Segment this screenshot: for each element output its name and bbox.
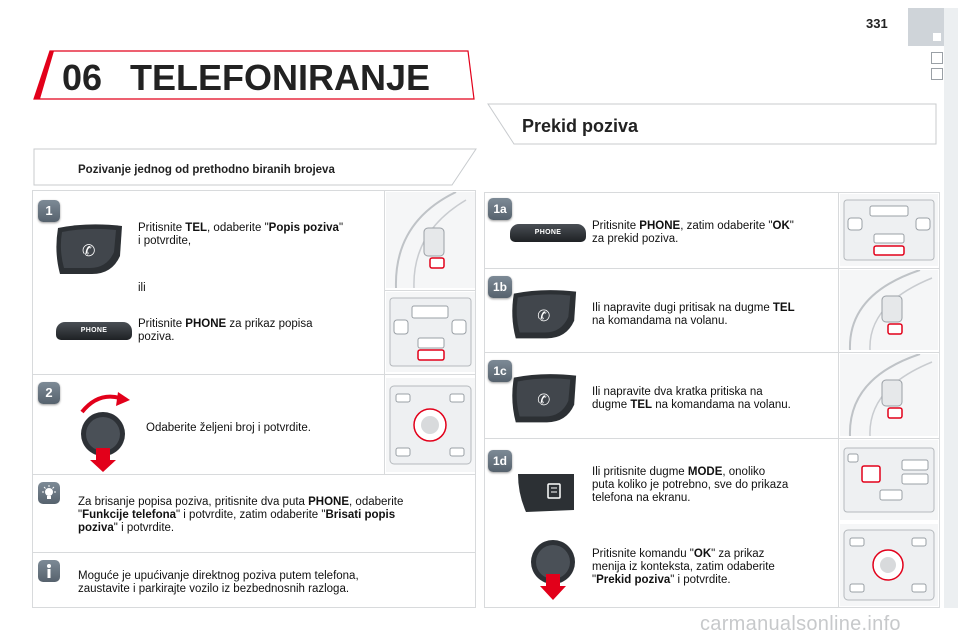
text: Pritisnite komandu "	[592, 548, 694, 560]
keyword-ok: OK	[772, 220, 790, 232]
tel-button-icon	[508, 284, 580, 344]
tip-text	[78, 496, 470, 535]
divider	[32, 474, 476, 475]
text: za prikaz popisa	[226, 318, 313, 330]
text: Pritisnite	[138, 222, 186, 234]
text: "	[592, 574, 597, 586]
step1-alt-instruction	[138, 318, 378, 344]
tab-square-2	[931, 68, 943, 80]
text: na komandama na volanu.	[652, 399, 791, 411]
text: za prekid poziva.	[592, 233, 679, 245]
step-badge-1b: 1b	[488, 276, 512, 298]
phone-key-icon: PHONE	[510, 224, 586, 242]
text: , zatim odaberite "	[680, 220, 773, 232]
keyword-phone: PHONE	[308, 496, 350, 508]
svg-text:✆: ✆	[82, 241, 96, 260]
svg-text:✆: ✆	[537, 306, 551, 325]
step1e-instruction	[592, 548, 836, 587]
text: , onoliko	[722, 466, 766, 478]
text: Pritisnite	[592, 220, 640, 232]
radio-panel-image	[386, 292, 475, 372]
mode-button-icon	[514, 470, 578, 516]
subheader: Pozivanje jednog od prethodno biranih brojeva	[78, 164, 335, 176]
rotary-knob-icon	[518, 528, 588, 606]
step-badge-1d: 1d	[488, 450, 512, 472]
step1b-instruction	[592, 302, 836, 328]
keyword-phone: PHONE	[639, 220, 681, 232]
tel-button-icon	[508, 368, 580, 428]
text: " za prikaz	[711, 548, 765, 560]
control-knob-image	[840, 524, 938, 606]
text: "	[338, 222, 344, 234]
divider	[484, 438, 940, 439]
keyword-mode: MODE	[687, 466, 723, 478]
text: Ili pritisnite dugme	[592, 466, 688, 478]
text: zaustavite i parkirajte vozilo iz bezbednosnih razloga.	[78, 583, 350, 595]
watermark: carmanualsonline.info	[700, 613, 901, 635]
page-number: 331	[866, 16, 888, 31]
keyword-ok: OK	[693, 548, 712, 560]
mode-button-image	[840, 440, 938, 520]
text: "	[789, 220, 794, 232]
divider	[838, 192, 839, 608]
keyword-popis-poziva: Popis poziva	[268, 222, 339, 234]
text: , odaberite "	[207, 222, 269, 234]
keyword-brisati-popis: Brisati popis	[325, 509, 396, 521]
divider	[384, 290, 476, 291]
svg-text:✆: ✆	[537, 390, 551, 409]
step2-instruction: Odaberite željeni broj i potvrdite.	[146, 422, 311, 434]
divider	[484, 352, 940, 353]
steering-wheel-controls-image	[840, 354, 938, 436]
divider	[32, 552, 476, 553]
keyword-tel: TEL	[185, 222, 208, 234]
info-text	[78, 570, 470, 596]
control-knob-image	[386, 378, 475, 472]
step-badge-2: 2	[38, 382, 60, 404]
chapter-number: 06	[62, 57, 103, 98]
page-edge-strip	[944, 8, 958, 608]
divider	[32, 374, 476, 375]
step1a-instruction	[592, 220, 832, 246]
step1d-instruction	[592, 466, 836, 505]
step1-instruction	[138, 222, 378, 248]
keyword-tel: TEL	[630, 399, 653, 411]
step-badge-1c: 1c	[488, 360, 512, 382]
tel-button-icon	[52, 222, 126, 276]
chapter-title: TELEFONIRANJE	[130, 57, 431, 98]
text: "	[78, 509, 83, 521]
divider	[384, 190, 385, 474]
steering-wheel-controls-image	[386, 192, 475, 288]
text: telefona na ekranu.	[592, 492, 691, 504]
text: Ili napravite dugi pritisak na dugme	[592, 302, 773, 314]
divider	[484, 268, 940, 269]
text: menija iz konteksta, zatim odaberite	[592, 561, 775, 573]
step-badge-1: 1	[38, 200, 60, 222]
or-label: ili	[138, 282, 146, 294]
text: , odaberite	[349, 496, 404, 508]
step1c-instruction	[592, 386, 836, 412]
text: i potvrdite,	[138, 235, 192, 247]
bulb-icon	[38, 482, 60, 504]
keyword-funkcije-telefona: Funkcije telefona	[82, 509, 177, 521]
rotary-knob-icon	[68, 390, 138, 472]
text: dugme	[592, 399, 631, 411]
info-icon	[38, 560, 60, 582]
phone-key-icon: PHONE	[56, 322, 132, 340]
text: na komandama na volanu.	[592, 315, 728, 327]
chapter-tab	[908, 8, 946, 46]
text: Ili napravite dva kratka pritiska na	[592, 386, 763, 398]
text: Pritisnite	[138, 318, 186, 330]
keyword-phone: PHONE	[185, 318, 227, 330]
keyword-poziva: poziva	[78, 522, 114, 534]
text: " i potvrdite.	[113, 522, 175, 534]
steering-wheel-controls-image	[840, 270, 938, 350]
tab-square-1	[931, 52, 943, 64]
radio-panel-image	[840, 194, 938, 266]
step-badge-1a: 1a	[488, 198, 512, 220]
text: Moguće je upućivanje direktnog poziva putem telefona,	[78, 570, 359, 582]
text: " i potvrdite, zatim odaberite "	[176, 509, 326, 521]
text: " i potvrdite.	[670, 574, 731, 586]
section-title: Prekid poziva	[522, 116, 639, 136]
keyword-prekid-poziva: Prekid poziva	[596, 574, 671, 586]
text: Za brisanje popisa poziva, pritisnite dva puta	[78, 496, 309, 508]
keyword-tel: TEL	[772, 302, 795, 314]
text: poziva.	[138, 331, 175, 343]
text: puta koliko je potrebno, sve do prikaza	[592, 479, 789, 491]
